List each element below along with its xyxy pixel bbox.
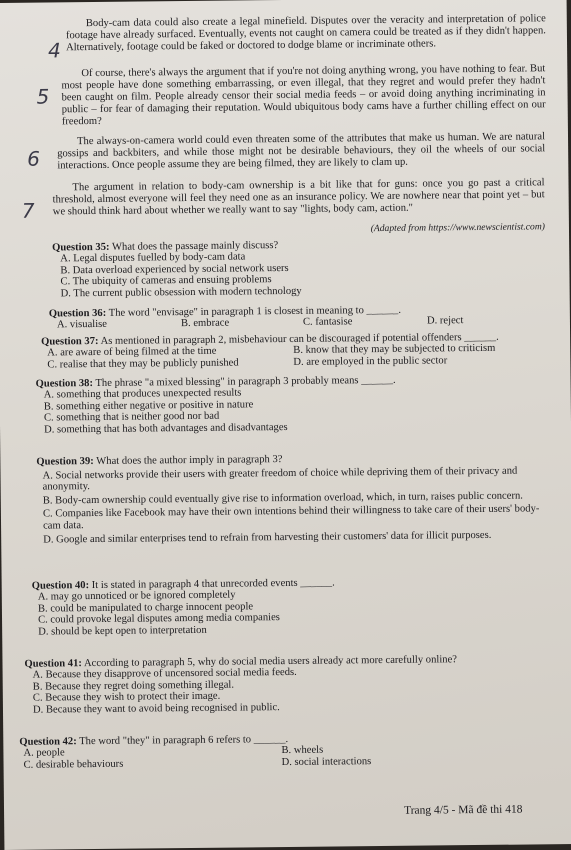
- paragraph-4: Body-cam data could also create a legal minefield. Disputes over the veracity and interpretation of police footage have already surfaced. Eventually, events not caught on camera could be treated as if they didn't happen. Alternatively, footage could be faked or doctored to dodge blame or incriminate others.: [65, 13, 546, 54]
- source-citation: (Adapted from https://www.newscientist.com): [370, 221, 546, 235]
- option-c[interactable]: C. something that is neither good nor bad: [43, 410, 220, 424]
- question-stem: What does the author imply in paragraph 3?: [96, 454, 283, 467]
- question-39: [36, 451, 543, 545]
- question-stem: The word "they" in paragraph 6 refers to ______.: [79, 733, 289, 748]
- option-a[interactable]: A. may go unnoticed or be ignored completely: [37, 589, 236, 604]
- option-a[interactable]: A. people: [23, 747, 65, 760]
- option-d[interactable]: D. are employed in the public sector: [293, 355, 448, 368]
- question-40: [32, 575, 533, 637]
- option-b[interactable]: B. Body-cam ownership could eventually give rise to information overload, which, in turn, raises public concern.: [42, 490, 523, 507]
- option-c[interactable]: C. Because they wish to protect their image.: [32, 690, 221, 704]
- option-c[interactable]: C. realise that they may be publicly punished: [47, 357, 239, 371]
- question-37: [41, 331, 541, 370]
- question-42: [19, 731, 531, 771]
- option-b[interactable]: B. could be manipulated to charge innocent people: [37, 601, 254, 615]
- margin-note-5: 5: [36, 84, 50, 109]
- question-label: Question 40:: [31, 580, 90, 592]
- option-b[interactable]: B. wheels: [281, 745, 324, 757]
- option-a[interactable]: A. Because they disapprove of uncensored social media feeds.: [32, 667, 297, 682]
- margin-note-4: 4: [47, 38, 61, 63]
- question-label: Question 35:: [52, 241, 110, 254]
- option-b[interactable]: B. Because they regret doing something illegal.: [32, 679, 235, 693]
- option-a[interactable]: A. Social networks provide their users with greater freedom of choice while depriving them of their privacy and anonymity.: [42, 465, 518, 493]
- option-c[interactable]: C. could provoke legal disputes among media companies: [37, 612, 280, 626]
- paragraph-7: The argument in relation to body-cam ownership is a bit like that for guns: once you go past a critical threshold, almost everyone will feel they need one as an insurance policy. We are nowhere near that point yet – but we should think hard about whether we really want to say "lights, body cam, action.": [52, 177, 545, 218]
- question-stem: According to paragraph 5, why do social media users already act more carefully online?: [83, 654, 458, 670]
- option-d[interactable]: D. should be kept open to interpretation: [38, 624, 207, 638]
- margin-note-6: 6: [27, 146, 41, 171]
- option-a[interactable]: A. visualise: [56, 319, 108, 331]
- option-b[interactable]: B. embrace: [180, 317, 230, 330]
- option-c[interactable]: C. desirable behaviours: [23, 758, 124, 771]
- option-b[interactable]: B. Data overload experienced by social network users: [60, 262, 289, 277]
- question-label: Question 38:: [35, 378, 94, 390]
- question-38: [36, 373, 537, 435]
- question-stem: The word "envisage" in paragraph 1 is closest in meaning to ______.: [108, 304, 402, 319]
- option-a[interactable]: A. Legal disputes fuelled by body-cam data: [60, 251, 246, 265]
- question-label: Question 37:: [41, 335, 99, 348]
- option-c[interactable]: C. Companies like Facebook may have their own intentions behind their willingness to take care of their users' body-cam data.: [42, 503, 540, 532]
- question-label: Question 41:: [24, 658, 82, 670]
- question-stem: It is stated in paragraph 4 that unrecorded events ______.: [91, 577, 335, 592]
- option-d[interactable]: D. reject: [426, 315, 464, 327]
- question-label: Question 42:: [19, 736, 77, 748]
- option-a[interactable]: A. something that produces unexpected results: [43, 387, 242, 401]
- question-label: Question 39:: [36, 456, 94, 468]
- option-d[interactable]: D. Google and similar enterprises tend to refrain from harvesting their customers' data for illicit purposes.: [43, 529, 492, 546]
- question-35: [52, 237, 533, 299]
- question-stem: What does the passage mainly discuss?: [111, 240, 279, 253]
- margin-note-7: 7: [21, 198, 35, 223]
- option-d[interactable]: D. social interactions: [281, 755, 372, 768]
- question-36: [49, 303, 539, 331]
- question-label: Question 36:: [48, 307, 107, 320]
- option-b[interactable]: B. something either negative or positive in nature: [43, 399, 254, 413]
- paragraph-5: Of course, there's always the argument that if you're not doing anything wrong, you have nothing to fear. But most people have done something embarrassing, or even illegal, that they regret and would prefer they hadn't been caught on film. People already censor their social media feeds – or avoid doing anything incriminating in public – for fear of damaging their reputation. Would ubiquitous body cams have a further chilling effect on our freedom?: [61, 63, 546, 127]
- question-41: [24, 653, 537, 715]
- question-stem: As mentioned in paragraph 2, misbehaviour can be discouraged if potential offenders ______.: [100, 331, 499, 347]
- page-footer: Trang 4/5 - Mã đề thi 418: [403, 803, 523, 817]
- option-a[interactable]: A. are aware of being filmed at the time: [47, 346, 217, 359]
- option-d[interactable]: D. Because they want to avoid being recognised in public.: [32, 701, 280, 716]
- option-c[interactable]: C. fantasise: [302, 316, 353, 329]
- option-d[interactable]: D. The current public obsession with modern technology: [60, 285, 302, 299]
- option-b[interactable]: B. know that they may be subjected to criticism: [293, 343, 496, 357]
- option-c[interactable]: C. The ubiquity of cameras and ensuing problems: [60, 274, 272, 288]
- option-d[interactable]: D. something that has both advantages and disadvantages: [43, 421, 288, 436]
- paragraph-6: The always-on-camera world could even threaten some of the attributes that make us human. We are natural gossips and backbiters, and while those might not be desirable behaviours, they oil the wheels of our social interactions. Once people assume they are being filmed, they are likely to clam up.: [57, 131, 546, 172]
- question-stem: The phrase "a mixed blessing" in paragraph 3 probably means ______.: [95, 374, 396, 389]
